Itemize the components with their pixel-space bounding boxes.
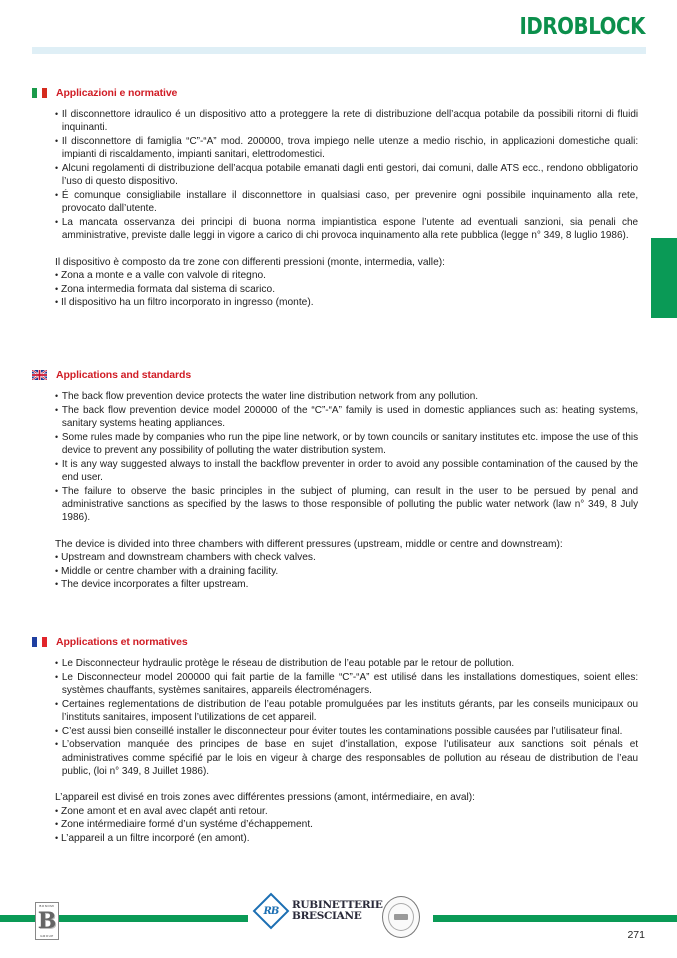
list-item: • Le Disconnecteur model 200000 qui fait partie de la famille “C”-“A” est utilisé dans les installations domestiques, soient elles: systèmes chauffants, systèmes sanitaires, appareils électroménagers. — [55, 671, 638, 698]
intro-text: Il dispositivo è composto da tre zone con differenti pressioni (monte, intermedia, valle): — [55, 256, 445, 268]
list-item: • The back flow prevention device protects the water line distribution network from any pollution. — [55, 390, 638, 403]
device-description — [55, 538, 650, 592]
list-item: Upstream and downstream chambers with check valves. — [61, 552, 316, 564]
list-item: • Alcuni regolamenti di distribuzione dell’acqua potabile emanati dagli enti gestori, dai comuni, dalle ATS ecc., rendono obbligatorio l’uso di questo dispositivo. — [55, 162, 638, 189]
section-header — [32, 635, 650, 649]
section-header — [32, 368, 650, 382]
section-title: Applicazioni e normative — [56, 87, 178, 99]
seal-core — [394, 914, 408, 920]
list-item: • The failure to observe the basic principles in the subject of pluming, can result in the user to be persued by penal and administrative sanctions as specified by the lasws to those responsible of polluting the public water network (law n° 349, 8 July 1986). — [55, 485, 638, 525]
list-item: • Certaines reglementations de distribution de l’eau potable promulguées par les instituts gérants, par les conseils municipaux ou l’instituts sanitaires, imposent l’utilizations de cet appareil. — [55, 698, 638, 725]
list-item: • L’observation manquée des principes de base en sujet d’installation, expose l’utilisateur aux sanctions soit pénals et administratives comme spécifié par le lois en vigeur à charge des responsables de pollution au réseau de distribution de l’eau public, (loi n° 349, 8 Juillet 1986). — [55, 738, 638, 778]
footer-green-line-right — [433, 915, 677, 922]
list-item: • É comunque consigliabile installare il disconnettore in qualsiasi caso, per prevenire ogni possibile inquinamento alla rete, provocato dall’utente. — [55, 189, 638, 216]
uk-flag-icon — [32, 370, 47, 380]
list-item: Zona intermedia formata dal sistema di scarico. — [61, 283, 276, 295]
list-item: The device incorporates a filter upstream. — [61, 579, 249, 591]
rubinetterie-bresciane-logo — [258, 898, 383, 924]
intro-text: L’appareil est divisé en trois zones avec différentes pressions (amont, intérmediaire, en aval): — [55, 792, 475, 804]
chapter-side-tab — [651, 238, 677, 318]
list-item: • Le Disconnecteur hydraulic protège le réseau de distribution de l’eau potable par le retour de pollution. — [55, 657, 638, 670]
list-item: Zone amont et en aval avec clapét anti retour. — [61, 805, 268, 817]
list-item: • Il disconnettore di famiglia “C”-“A” mod. 200000, trova impiego nelle utenze a medio rischio, in applicazioni domestiche quali: impianti di riscaldamento, impianti sanitari, elettrodomestici. — [55, 135, 638, 162]
intro-text: The device is divided into three chambers with different pressures (upstream, middle or centre and downstream): — [55, 538, 563, 550]
title-underline-bar — [32, 47, 646, 54]
device-description — [55, 791, 650, 845]
section-title: Applications et normatives — [56, 636, 188, 648]
list-item: L’appareil a un filtre incorporé (en amont). — [61, 832, 250, 844]
list-item: Il dispositivo ha un filtro incorporato in ingresso (monte). — [61, 297, 314, 309]
rb-diamond-icon — [253, 893, 290, 930]
bullet-list — [55, 657, 650, 778]
iso-certification-seal-icon — [382, 896, 420, 938]
page-number: 271 — [627, 929, 645, 941]
list-item: • Some rules made by companies who run the pipe line network, or by town councils or sanitary institutes etc. impose the use of this device to prevent any possibility of polluting the water distribution system. — [55, 431, 638, 458]
page-title: IDROBLOCK — [519, 14, 645, 40]
seal-inner-ring — [388, 903, 414, 931]
bullet-list — [55, 108, 650, 243]
brand-line-2: BRESCIANE — [292, 910, 362, 922]
bullet-list — [55, 390, 650, 525]
list-item: Zona a monte e a valle con valvole di ritegno. — [61, 270, 267, 282]
device-description — [55, 256, 650, 310]
list-item: Zone intérmediaire formé d’un systéme d’échappement. — [61, 819, 313, 831]
section-italian — [32, 86, 650, 309]
france-flag-icon — [32, 637, 47, 647]
list-item: • The back flow prevention device model 200000 of the “C”-“A” family is used in domestic appliances such as: heating systems, sanitary systems heating appliances. — [55, 404, 638, 431]
list-item: • Il disconnettore idraulico é un dispositivo atto a proteggere la rete di distribuzione dell’acqua potabile da possibili ritorni di fluidi inquinanti. — [55, 108, 638, 135]
list-item: • La mancata osservanza dei principi di buona norma impiantistica espone l’utente ad eventuali sanzioni, sia penali che amministrative, previste dalle leggi in vigore a carico di chi provoca inquinamento alla rete pubblica (legge n° 349, 8 luglio 1986). — [55, 216, 638, 243]
brand-line-1: RUBINETTERIE — [292, 899, 383, 911]
section-english — [32, 368, 650, 591]
section-french — [32, 635, 650, 845]
list-item: • It is any way suggested always to install the backflow preventer in order to avoid any possible contamination of the caused by the end user. — [55, 458, 638, 485]
brand-monogram: RB — [263, 905, 279, 917]
logo-bottom-text: GROUP — [40, 934, 54, 938]
italy-flag-icon — [32, 88, 47, 98]
bonomi-group-logo — [35, 902, 59, 940]
section-title: Applications and standards — [56, 369, 192, 381]
logo-top-text: BONOMI — [39, 904, 55, 908]
list-item: Middle or centre chamber with a draining facility. — [61, 565, 279, 577]
logo-letter: B — [37, 908, 57, 934]
list-item: • C’est aussi bien conseillé installer le disconnecteur pour éviter toutes les contaminations possible causées par l’utilisateur final. — [55, 725, 638, 738]
section-header — [32, 86, 650, 100]
brand-name — [292, 900, 383, 922]
